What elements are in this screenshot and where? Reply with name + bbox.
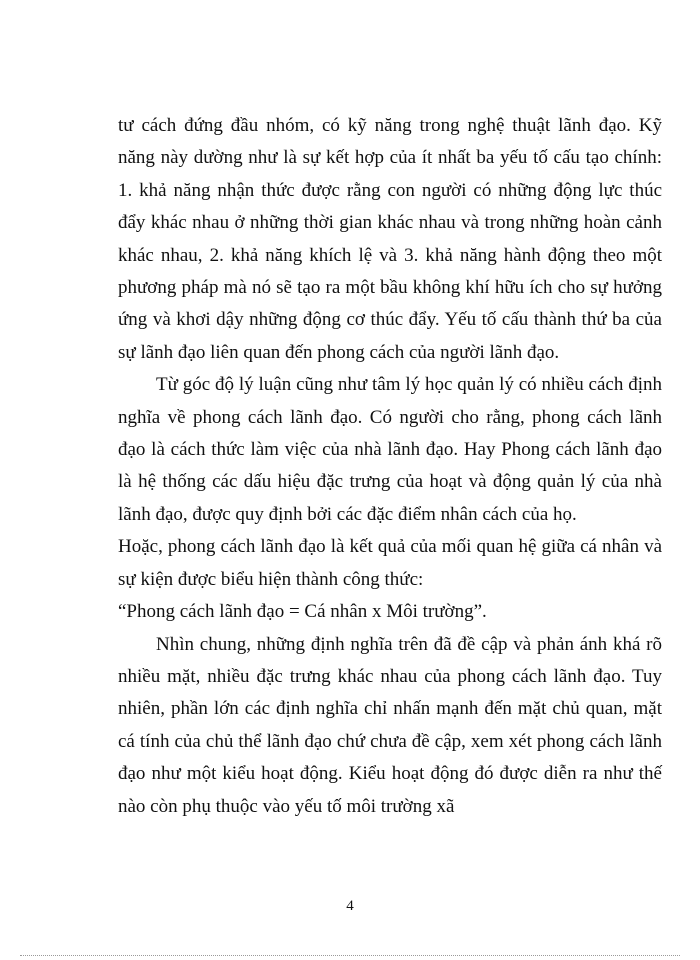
formula-line: “Phong cách lãnh đạo = Cá nhân x Môi trường”. — [118, 601, 487, 623]
paragraph-overview: Nhìn chung, những định nghĩa trên đã đề cập và phản ánh khá rõ nhiều mặt, nhiều đặc trưng khác nhau của phong cách lãnh đạo. Tuy nhiên, phần lớn các định nghĩa chỉ nhấn mạnh đến mặt chủ quan, mặt cá tính của chủ thể lãnh đạo chứ chưa đề cập, xem xét phong cách lãnh đạo như một kiểu hoạt động. Kiểu hoạt động đó được diễn ra như thế nào còn phụ thuộc vào yếu tố môi trường xã — [118, 633, 662, 817]
page-number: 4 — [346, 898, 354, 914]
paragraph-definitions: Từ góc độ lý luận cũng như tâm lý học quản lý có nhiều cách định nghĩa về phong cách lãnh đạo. Có người cho rằng, phong cách lãnh đạo là cách thức làm việc của nhà lãnh đạo. Hay Phong cách lãnh đạo là hệ thống các dấu hiệu đặc trưng của hoạt và động quản lý của nhà lãnh đạo, được quy định bởi các đặc điểm nhân cách của họ. — [118, 374, 662, 525]
body-text — [118, 110, 662, 823]
page-bottom-divider — [20, 955, 680, 956]
paragraph-leadership-skill: tư cách đứng đầu nhóm, có kỹ năng trong nghệ thuật lãnh đạo. Kỹ năng này dường như là sự kết hợp của ít nhất ba yếu tố cấu tạo chính: 1. khả năng nhận thức được rằng con người có những động lực thúc đẩy khác nhau ở những thời gian khác nhau và trong những hoàn cảnh khác nhau, 2. khả năng khích lệ và 3. khả năng hành động theo một phương pháp mà nó sẽ tạo ra một bầu không khí hữu ích cho sự hưởng ứng và khơi dậy những động cơ thúc đẩy. Yếu tố cấu thành thứ ba của sự lãnh đạo liên quan đến phong cách của người lãnh đạo. — [118, 115, 662, 363]
paragraph-alternative-definition: Hoặc, phong cách lãnh đạo là kết quả của mối quan hệ giữa cá nhân và sự kiện được biểu hiện thành công thức: — [118, 536, 662, 590]
